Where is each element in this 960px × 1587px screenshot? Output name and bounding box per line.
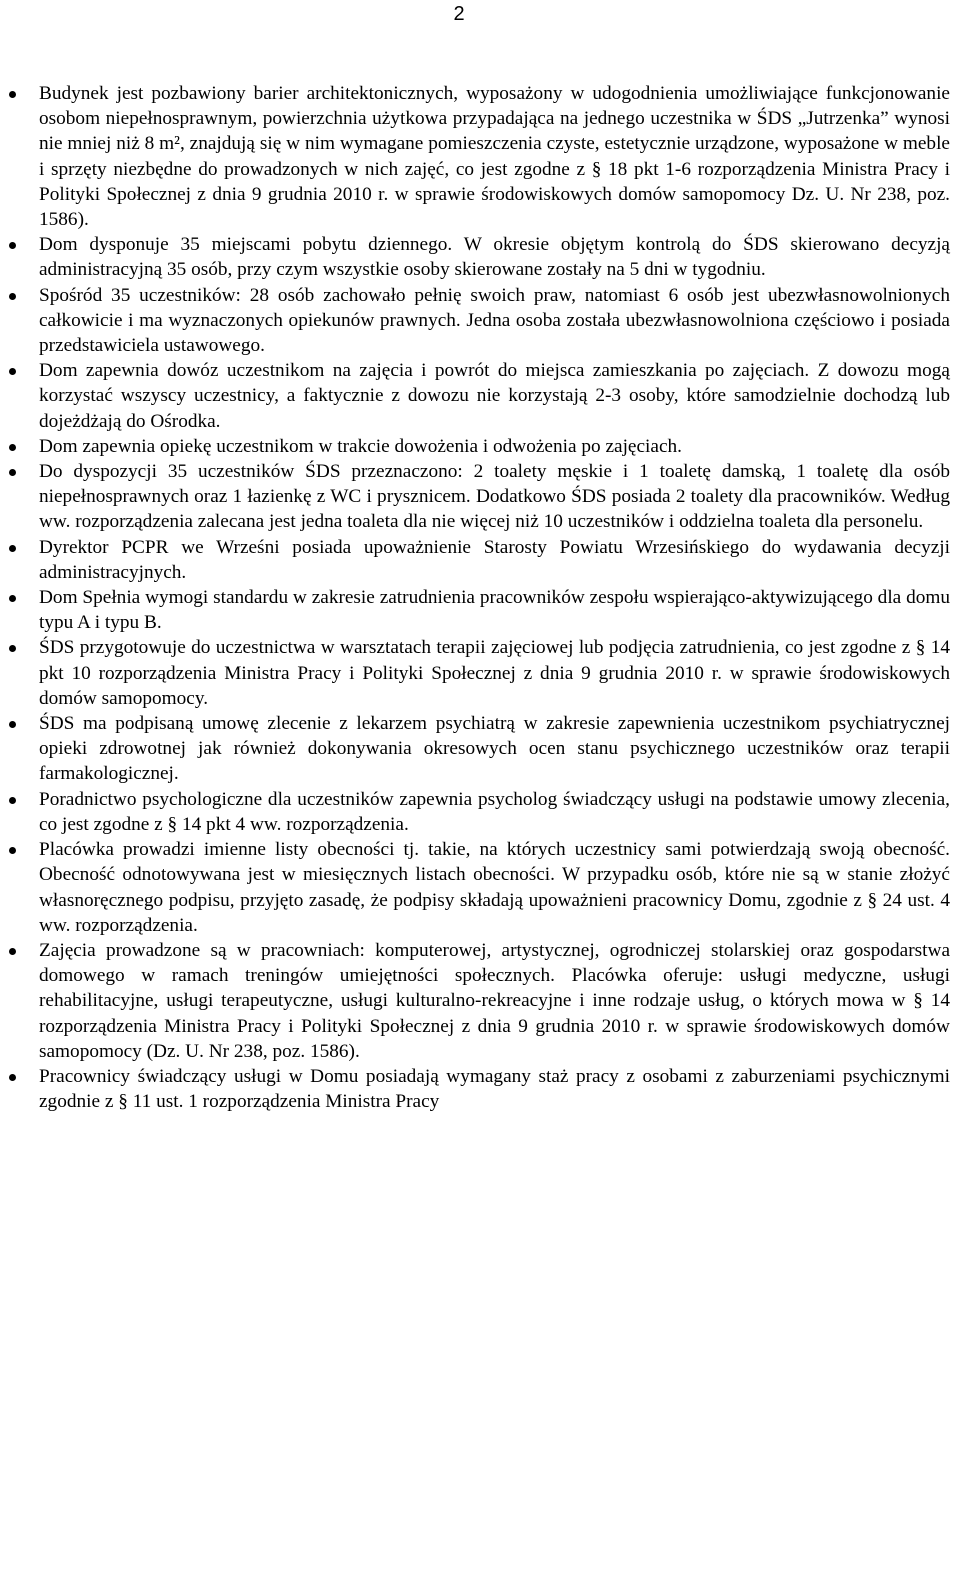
list-item — [39, 459, 950, 535]
list-item — [39, 81, 950, 232]
list-item — [39, 837, 950, 938]
bullet-icon — [9, 721, 16, 728]
bullet-icon — [9, 444, 16, 451]
bullet-icon — [9, 545, 16, 552]
list-item — [39, 711, 950, 787]
list-item-text: Dom dysponuje 35 miejscami pobytu dziennego. W okresie objętym kontrolą do ŚDS skierowano decyzją administracyjną 35 osób, przy czym wszystkie osoby skierowane zostały na 5 dni w tygodniu. — [39, 234, 950, 281]
list-item-text: Placówka prowadzi imienne listy obecności tj. takie, na których uczestnicy sami potwierdzają swoją obecność. Obecność odnotowywana jest w miesięcznych listach obecności. W przypadku osób, które nie są w stanie złożyć własnoręcznego podpisu, przyjęto zasadę, że podpisy składają upoważnieni pracownicy Domu, zgodnie z § 24 ust. 4 ww. rozporządzenia. — [39, 839, 950, 936]
list-item — [39, 283, 950, 359]
bullet-icon — [9, 293, 16, 300]
page-number: 2 — [453, 3, 465, 25]
bullet-icon — [9, 948, 16, 955]
list-item — [39, 585, 950, 635]
list-item-text: Dom zapewnia dowóz uczestnikom na zajęcia i powrót do miejsca zamieszkania po zajęciach. Z dowozu mogą korzystać wszyscy uczestnicy, a faktycznie z dowozu nie korzystają 2-3 osoby, które samodzielnie dochodzą lub dojeżdżają do Ośrodka. — [39, 360, 950, 432]
list-item — [39, 535, 950, 585]
list-item-text: Pracownicy świadczący usługi w Domu posiadają wymagany staż pracy z osobami z zaburzeniami psychicznymi zgodnie z § 11 ust. 1 rozporządzenia Ministra Pracy — [39, 1065, 950, 1113]
list-item — [39, 787, 950, 837]
list-item — [39, 434, 950, 459]
list-item-text: Budynek jest pozbawiony barier architektonicznych, wyposażony w udogodnienia umożliwiające funkcjonowanie osobom niepełnosprawnym, powierzchnia użytkowa przypadająca na jednego uczestnika w ŚDS „Jutrzenka” wynosi nie mniej niż 8 m², znajdują się w nim wymagane pomieszczenia czyste, estetycznie urządzone, wyposażone w meble i sprzęty niezbędne do prowadzonych w nich zajęć, co jest zgodne z § 18 pkt 1-6 rozporządzenia Ministra Pracy i Polityki Społecznej z dnia 9 grudnia 2010 r. w sprawie środowiskowych domów samopomocy Dz. U. Nr 238, poz. 1586). — [39, 83, 950, 231]
bullet-icon — [9, 242, 16, 249]
list-item — [39, 358, 950, 434]
list-item-text: ŚDS przygotowuje do uczestnictwa w warsztatach terapii zajęciowej lub podjęcia zatrudnienia, co jest zgodne z § 14 pkt 10 rozporządzenia Ministra Pracy i Polityki Społecznej z dnia 9 grudnia 2010 r. w sprawie środowiskowych domów samopomocy. — [39, 637, 950, 709]
list-item — [39, 1064, 950, 1114]
bullet-list — [0, 81, 960, 1114]
list-item-text: Dyrektor PCPR we Wrześni posiada upoważnienie Starosty Powiatu Wrzesińskiego do wydawania decyzji administracyjnych. — [39, 536, 950, 583]
list-item — [39, 635, 950, 711]
bullet-icon — [9, 797, 16, 804]
list-item-text: Zajęcia prowadzone są w pracowniach: komputerowej, artystycznej, ogrodniczej stolarskiej oraz gospodarstwa domowego w ramach treningów umiejętności społecznych. Placówka oferuje: usługi medyczne, usługi rehabilitacyjne, usługi terapeutyczne, usługi kulturalno-rekreacyjne i inne rodzaje usług, o których mowa w § 14 rozporządzenia Ministra Pracy i Polityki Społecznej z dnia 9 grudnia 2010 r. w sprawie środowiskowych domów samopomocy (Dz. U. Nr 238, poz. 1586). — [39, 939, 950, 1062]
list-item-text: Poradnictwo psychologiczne dla uczestników zapewnia psycholog świadczący usługi na podstawie umowy zlecenia, co jest zgodne z § 14 pkt 4 ww. rozporządzenia. — [39, 788, 950, 835]
list-item-text: Do dyspozycji 35 uczestników ŚDS przeznaczono: 2 toalety męskie i 1 toaletę damską, 1 toaletę dla osób niepełnosprawnych oraz 1 łazienkę z WC i prysznicem. Dodatkowo ŚDS posiada 2 toalety dla pracowników. Według ww. rozporządzenia zalecana jest jedna toaleta dla nie więcej niż 10 uczestników i oddzielna toaleta dla personelu. — [39, 461, 950, 533]
list-item — [39, 232, 950, 282]
bullet-icon — [9, 91, 16, 98]
bullet-icon — [9, 645, 16, 652]
list-item-text: ŚDS ma podpisaną umowę zlecenie z lekarzem psychiatrą w zakresie zapewnienia uczestnikom psychiatrycznej opieki zdrowotnej jak również dokonywania okresowych ocen stanu psychicznego uczestników oraz terapii farmakologicznej. — [39, 713, 950, 785]
bullet-icon — [9, 469, 16, 476]
bullet-icon — [9, 1074, 16, 1081]
bullet-icon — [9, 595, 16, 602]
list-item — [39, 938, 950, 1064]
list-item-text: Dom zapewnia opiekę uczestnikom w trakcie dowożenia i odwożenia po zajęciach. — [39, 435, 682, 457]
list-item-text: Spośród 35 uczestników: 28 osób zachowało pełnię swoich praw, natomiast 6 osób jest ubezwłasnowolnionych całkowicie i ma wyznaczonych opiekunów prawnych. Jedna osoba została ubezwłasnowolniona częściowo i posiada przedstawiciela ustawowego. — [39, 284, 950, 357]
list-item-text: Dom Spełnia wymogi standardu w zakresie zatrudnienia pracowników zespołu wspierająco-aktywizującego dla domu typu A i typu B. — [39, 587, 950, 634]
bullet-icon — [9, 847, 16, 854]
bullet-icon — [9, 368, 16, 375]
